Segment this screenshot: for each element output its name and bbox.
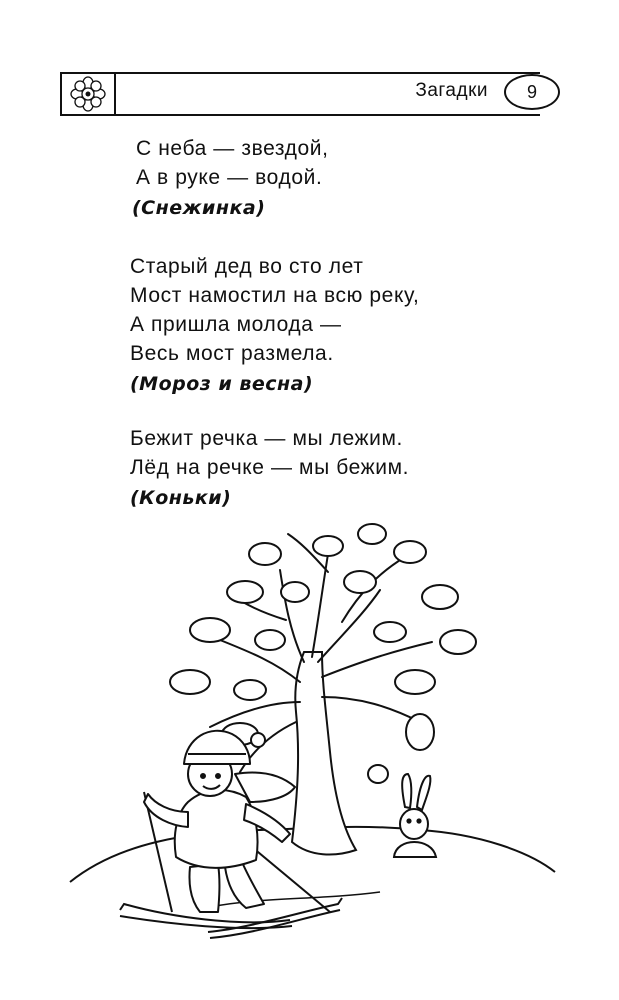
section-title: Загадки — [415, 80, 488, 101]
hare-icon — [394, 774, 436, 857]
riddle-line: А пришла молода — — [130, 313, 342, 336]
page-header — [60, 72, 560, 116]
riddle-line: С неба — звездой, — [136, 137, 329, 160]
riddle-answer: (Мороз и весна) — [130, 373, 314, 395]
riddle-2 — [130, 252, 419, 400]
riddle-line: Мост намостил на всю реку, — [130, 284, 420, 307]
riddle-line: Лёд на речке — мы бежим. — [130, 456, 410, 479]
riddle-line: Весь мост размела. — [130, 342, 334, 365]
winter-illustration — [60, 512, 560, 942]
flower-emblem-frame — [60, 72, 116, 116]
riddle-answer: (Снежинка) — [132, 197, 266, 219]
riddle-1 — [132, 134, 329, 224]
riddle-3 — [130, 424, 409, 514]
header-bottom-rule — [116, 114, 540, 116]
riddle-line: А в руке — водой. — [136, 166, 323, 189]
riddle-line: Бежит речка — мы лежим. — [130, 427, 403, 450]
header-top-rule — [116, 72, 540, 74]
flower-icon — [62, 74, 114, 114]
riddle-line: Старый дед во сто лет — [130, 255, 364, 278]
page-number: 9 — [504, 74, 560, 110]
riddle-answer: (Коньки) — [130, 487, 232, 509]
